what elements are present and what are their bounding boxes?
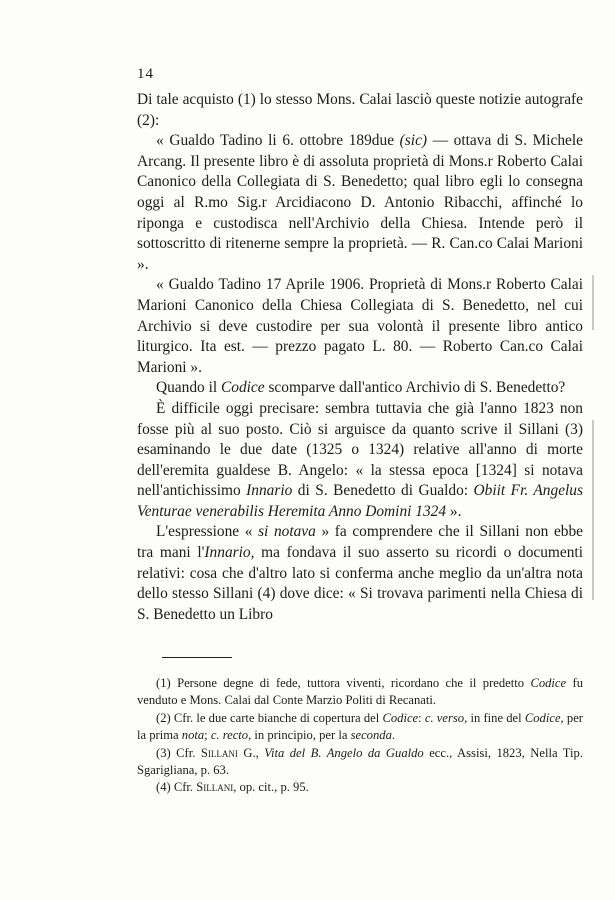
scan-edge-mark xyxy=(592,275,594,330)
italic-text: (sic) xyxy=(399,132,428,150)
footnote-separator xyxy=(162,657,232,658)
italic-text: Innario xyxy=(246,482,293,500)
italic-text: nota xyxy=(181,728,205,743)
text-segment: ecc., Assisi, 1823, Nella Tip. Sgarigliana, p. 63. xyxy=(137,745,583,778)
author-name: Sillani G. xyxy=(200,745,256,760)
text-segment: (3) Cfr. xyxy=(156,745,201,760)
italic-text: Codice xyxy=(220,379,265,397)
italic-text: Codice xyxy=(524,710,561,725)
footnotes xyxy=(137,675,583,797)
text-segment: fu venduto e Mons. Calai dal Conte Marzio Politi di Recanati. xyxy=(137,676,583,708)
text-segment: Quando il xyxy=(156,379,221,397)
footnote-n2 xyxy=(137,710,583,745)
italic-text: si notava xyxy=(258,523,316,541)
author-name: Sillani xyxy=(196,780,234,795)
text-segment: (2) Cfr. le due carte bianche di copertura del xyxy=(156,710,383,725)
text-segment: , in fine del xyxy=(464,710,525,725)
text-segment: (4) Cfr. xyxy=(156,780,197,795)
paragraph-p3 xyxy=(137,275,583,378)
page-number: 14 xyxy=(137,66,154,82)
paragraph-p5 xyxy=(137,399,583,523)
text-segment: « Gualdo Tadino li 6. ottobre 189due xyxy=(156,132,400,150)
italic-text: Innario, xyxy=(204,544,255,562)
text-segment: (1) Persone degne di fede, tuttora viventi, ricordano che il predetto xyxy=(156,676,531,690)
text-segment: , xyxy=(255,745,265,760)
text-segment: ». xyxy=(446,502,462,520)
italic-text: Vita del B. Angelo da Gualdo xyxy=(264,745,424,760)
text-segment: L'espressione « xyxy=(156,523,259,541)
footnote-n1 xyxy=(137,675,583,710)
scan-edge-mark xyxy=(592,420,594,600)
paragraph-p6 xyxy=(137,522,583,625)
text-segment: È difficile oggi precisare: sembra tuttavia che già l'anno 1823 non fosse più al suo posto. Ciò si arguisce da quanto scrive il Sillani (3) esaminando le due date (1325 o 1324) relative all'anno di morte dell'eremita gualdese B. Angelo: « la stessa epoca [1324] si notava nell'antichissimo xyxy=(137,399,583,500)
italic-text: Codice xyxy=(530,676,567,690)
italic-text: c. verso xyxy=(424,710,465,725)
text-segment: Di tale acquisto (1) lo stesso Mons. Calai lasciò queste notizie autografe (2): xyxy=(137,91,583,129)
italic-text: Codice xyxy=(382,710,419,725)
text-segment: , in principio, per la xyxy=(248,728,351,743)
text-segment: ma fondava il suo asserto su ricordi o documenti relativi: cosa che d'altro lato si conferma anche meglio da un'altra nota dello stesso Sillani (4) dove dice: « Si trovava parimenti nella Chiesa di S. Benedetto un Libro xyxy=(137,544,583,623)
text-segment: scomparve dall'antico Archivio di S. Benedetto? xyxy=(264,379,566,397)
text-segment: » fa comprendere che il Sillani non ebbe tra mani l' xyxy=(137,523,584,562)
text-segment: ; xyxy=(204,728,211,743)
text-segment: . xyxy=(391,728,396,743)
text-segment: di S. Benedetto di Gualdo: xyxy=(292,482,474,500)
italic-text: Obiit Fr. Angelus Venturae venerabilis Heremita Anno Domini 1324 xyxy=(137,482,583,520)
italic-text: seconda xyxy=(350,728,392,743)
italic-text: c. recto xyxy=(210,728,249,743)
footnote-n3 xyxy=(137,745,583,780)
text-segment: — ottava di S. Michele Arcang. Il presente libro è di assoluta proprietà di Mons.r Roberto Calai Canonico della Collegiata di S. Benedetto; qual libro egli lo consegna oggi al R.mo Sig.r Arcidiacono D. Antonio Ribacchi, affinché lo riponga e custodisca nell'Archivio della Chiesa. Intende però il sottoscritto di ritenerne sempre la proprietà. — R. Can.co Calai Marioni ». xyxy=(137,132,583,273)
paragraph-p4 xyxy=(137,378,583,399)
text-segment: , op. cit., p. 95. xyxy=(233,780,309,795)
paragraph-p1 xyxy=(137,90,583,131)
text-segment: , per la prima xyxy=(137,710,583,743)
text-segment: « Gualdo Tadino 17 Aprile 1906. Proprietà di Mons.r Roberto Calai Marioni Canonico della Chiesa Collegiata di S. Benedetto, nel cui Archivio si deve custodire per sua volontà il presente libro antico liturgico. Ita est. — prezzo pagato L. 80. — Roberto Can.co Calai Marioni ». xyxy=(137,276,583,376)
footnote-n4 xyxy=(137,779,583,796)
main-text xyxy=(137,90,583,625)
text-segment: : xyxy=(418,710,425,725)
paragraph-p2 xyxy=(137,131,583,275)
